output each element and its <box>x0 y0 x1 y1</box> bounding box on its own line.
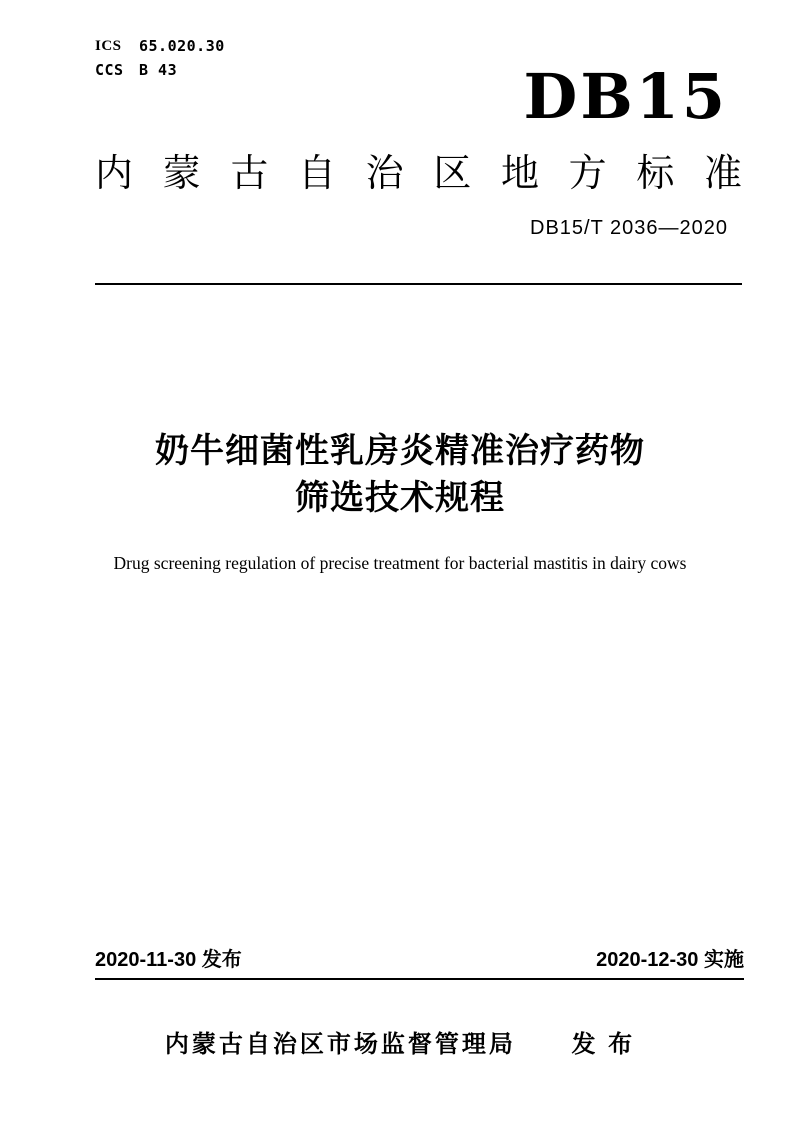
ccs-label: CCS <box>95 61 124 79</box>
publisher-row <box>0 1030 800 1060</box>
standard-type-heading: 内蒙古自治区地方标准 <box>95 153 742 195</box>
ccs-code: B 43 <box>139 61 178 79</box>
standard-number: DB15/T 2036—2020 <box>530 217 728 239</box>
ics-label: ICS <box>95 38 122 54</box>
document-title <box>0 428 800 522</box>
db15-logo: DB15 <box>523 60 728 133</box>
document-title-english: Drug screening regulation of precise treatment for bacterial mastitis in dairy cows <box>113 553 687 573</box>
ics-ccs-block <box>95 34 225 82</box>
publish-label: 发 布 <box>571 1031 636 1058</box>
document-title-line2: 筛选技术规程 <box>295 479 505 517</box>
document-title-line1: 奶牛细菌性乳房炎精准治疗药物 <box>155 432 645 470</box>
implement-date: 2020-12-30 实施 <box>596 949 744 971</box>
publisher-name: 内蒙古自治区市场监督管理局 <box>164 1031 516 1058</box>
issue-date: 2020-11-30 发布 <box>95 949 242 971</box>
header-divider-rule <box>95 283 742 285</box>
ics-code: 65.020.30 <box>139 37 225 55</box>
dates-row <box>95 948 744 980</box>
